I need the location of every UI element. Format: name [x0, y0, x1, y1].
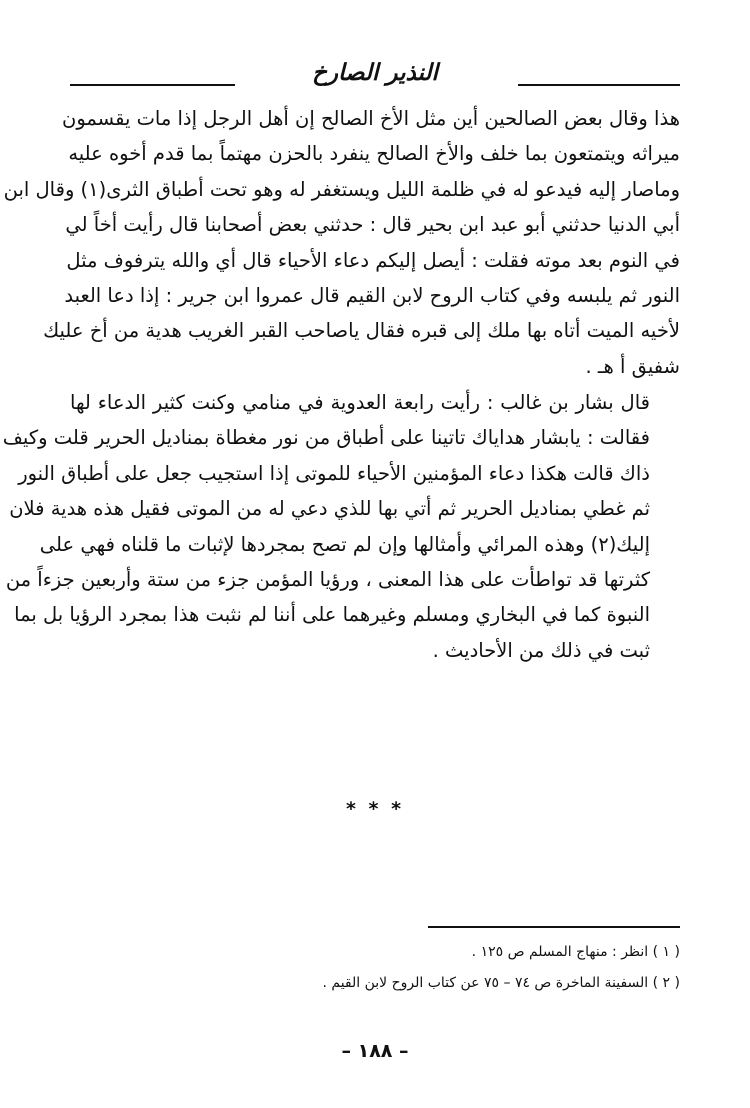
text-line: ميراثه ويتمتعون بما خلف والأخ الصالح ينفرد بالحزن مهتماً بما قدم أخوه عليه [68, 142, 680, 166]
header-rule-left [70, 84, 235, 86]
running-header [70, 58, 680, 92]
text-line: النور ثم يلبسه وفي كتاب الروح لابن القيم قال عمروا ابن جرير : إذا دعا العبد [64, 284, 680, 308]
footnotes [70, 937, 680, 999]
footnote-2: ( ٢ ) السفينة الماخرة ص ٧٤ – ٧٥ عن كتاب الروح لابن القيم . [322, 975, 680, 991]
text-line: أبي الدنيا حدثني أبو عبد ابن بحير قال : حدثني بعض أصحابنا قال رأيت أخاً لي [65, 213, 680, 237]
text-line: ذاك قالت هكذا دعاء المؤمنين الأحياء للموتى إذا استجيب جعل على أطباق النور [18, 461, 650, 485]
text-line: كثرتها قد تواطأت على هذا المعنى ، ورؤيا المؤمن جزء من ستة وأربعين جزءاً من [5, 568, 650, 592]
header-title: النذير الصارخ [312, 60, 438, 86]
section-separator: * * * [345, 798, 405, 820]
text-line: ثبت في ذلك من الأحاديث . [432, 638, 650, 662]
text-line: في النوم بعد موته فقلت : أيصل إليكم دعاء الأحياء قال أي والله يترفوف مثل [66, 248, 680, 272]
text-line: فقالت : يابشار هداياك تاتينا على أطباق من نور مغطاة بمناديل الحرير قلت وكيف [2, 426, 650, 450]
page-number: – ١٨٨ – [341, 1040, 409, 1062]
text-line: شفيق أ هـ . [585, 354, 680, 378]
paragraph-2 [2, 385, 680, 668]
text-line: وماصار إليه فيدعو له في ظلمة الليل ويستغفر له وهو تحت أطباق الثرى(١) وقال ابن [3, 177, 680, 201]
footnote-1: ( ١ ) انظر : منهاج المسلم ص ١٢٥ . [471, 944, 680, 960]
paragraph-1 [3, 101, 680, 384]
text-line: ثم غطي بمناديل الحرير ثم أتي بها للذي دعي له من الموتى فقيل هذه هدية فلان [9, 497, 650, 521]
footnote-rule [428, 926, 680, 928]
text-line: هذا وقال بعض الصالحين أين مثل الأخ الصالح إن أهل الرجل إذا مات يقسمون [62, 107, 680, 130]
header-rule-right [518, 84, 680, 86]
text-line: إليك(٢) وهذه المرائي وأمثالها وإن لم تصح بمجردها لإثبات ما قلناه فهي على [39, 532, 650, 556]
text-line: النبوة كما في البخاري ومسلم وغيرهما على أننا لم نثبت هذا بمجرد الرؤيا بل بما [14, 603, 650, 627]
text-line: قال بشار بن غالب : رأيت رابعة العدوية في منامي وكنت كثير الدعاء لها [70, 391, 650, 414]
text-line: لأخيه الميت أتاه بها ملك إلى قبره فقال ياصاحب القبر الغريب هدية من أخ عليك [43, 319, 680, 343]
